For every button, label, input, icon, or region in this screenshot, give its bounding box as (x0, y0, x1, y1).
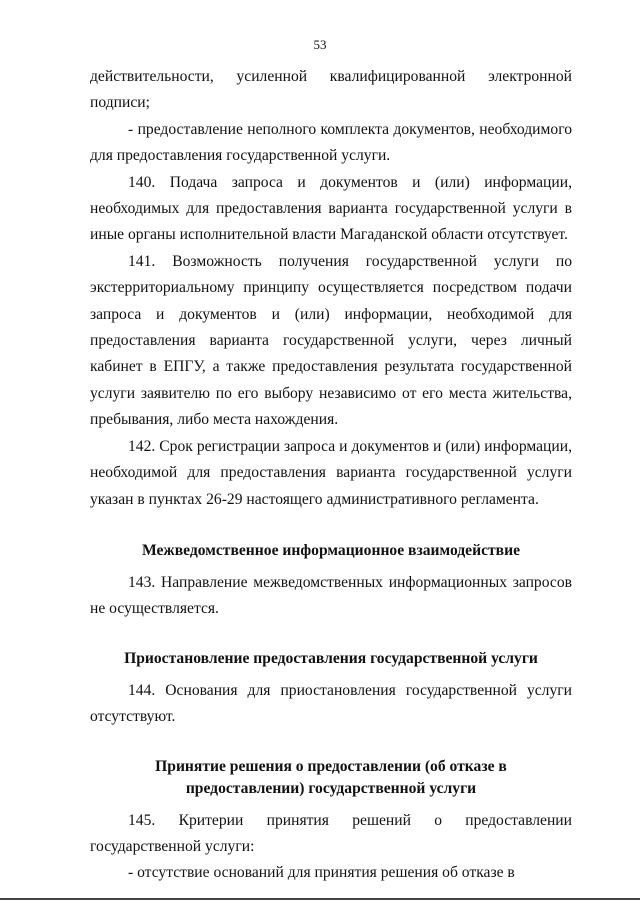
paragraph-no-grounds: - отсутствие оснований для принятия решения об отказе в (128, 864, 515, 882)
paragraph-142: 142. Срок регистрации запроса и документов и (или) информации, необходимой для предоставления варианта государственной услуги указан в пунктах 26-29 настоящего административного регламента. (90, 437, 572, 508)
section-heading-decision-line-1: Принятие решения о предоставлении (об отказе в (155, 757, 507, 775)
section-heading-decision-line-2: предоставлении) государственной услуги (185, 779, 477, 797)
paragraph-144: 144. Основания для приостановления государственной услуги отсутствуют. (90, 681, 572, 726)
paragraph-145: 145. Критерии принятия решений о предоставлении государственной услуги: (90, 811, 572, 855)
paragraph-141: 141. Возможность получения государственной услуги по экстерриториальному принципу осуществляется посредством подачи запроса и документов и (или) информации, необходимой для предоставления варианта государственной услуги, через личный кабинет в ЕПГУ, а также предоставления результата государственной услуги заявителю по его выбору независимо от его места жительства, пребывания, либо места нахождения. (90, 252, 572, 429)
paragraph-143: 143. Направление межведомственных информационных запросов не осуществляется. (90, 573, 572, 618)
page-number: 53 (313, 37, 327, 52)
document-body (90, 64, 572, 887)
paragraph-signature-validity: действительности, усиленной квалифицированной электронной подписи; (90, 68, 572, 112)
bottom-rule (0, 898, 640, 900)
section-heading-suspension: Приостановление предоставления государственной услуги (124, 649, 538, 667)
paragraph-incomplete-documents: - предоставление неполного комплекта документов, необходимого для предоставления государственной услуги. (90, 120, 572, 165)
section-heading-interagency: Межведомственное информационное взаимодействие (142, 541, 520, 559)
paragraph-140: 140. Подача запроса и документов и (или) информации, необходимых для предоставления варианта государственной услуги в иные органы исполнительной власти Магаданской области отсутствует. (90, 173, 572, 244)
